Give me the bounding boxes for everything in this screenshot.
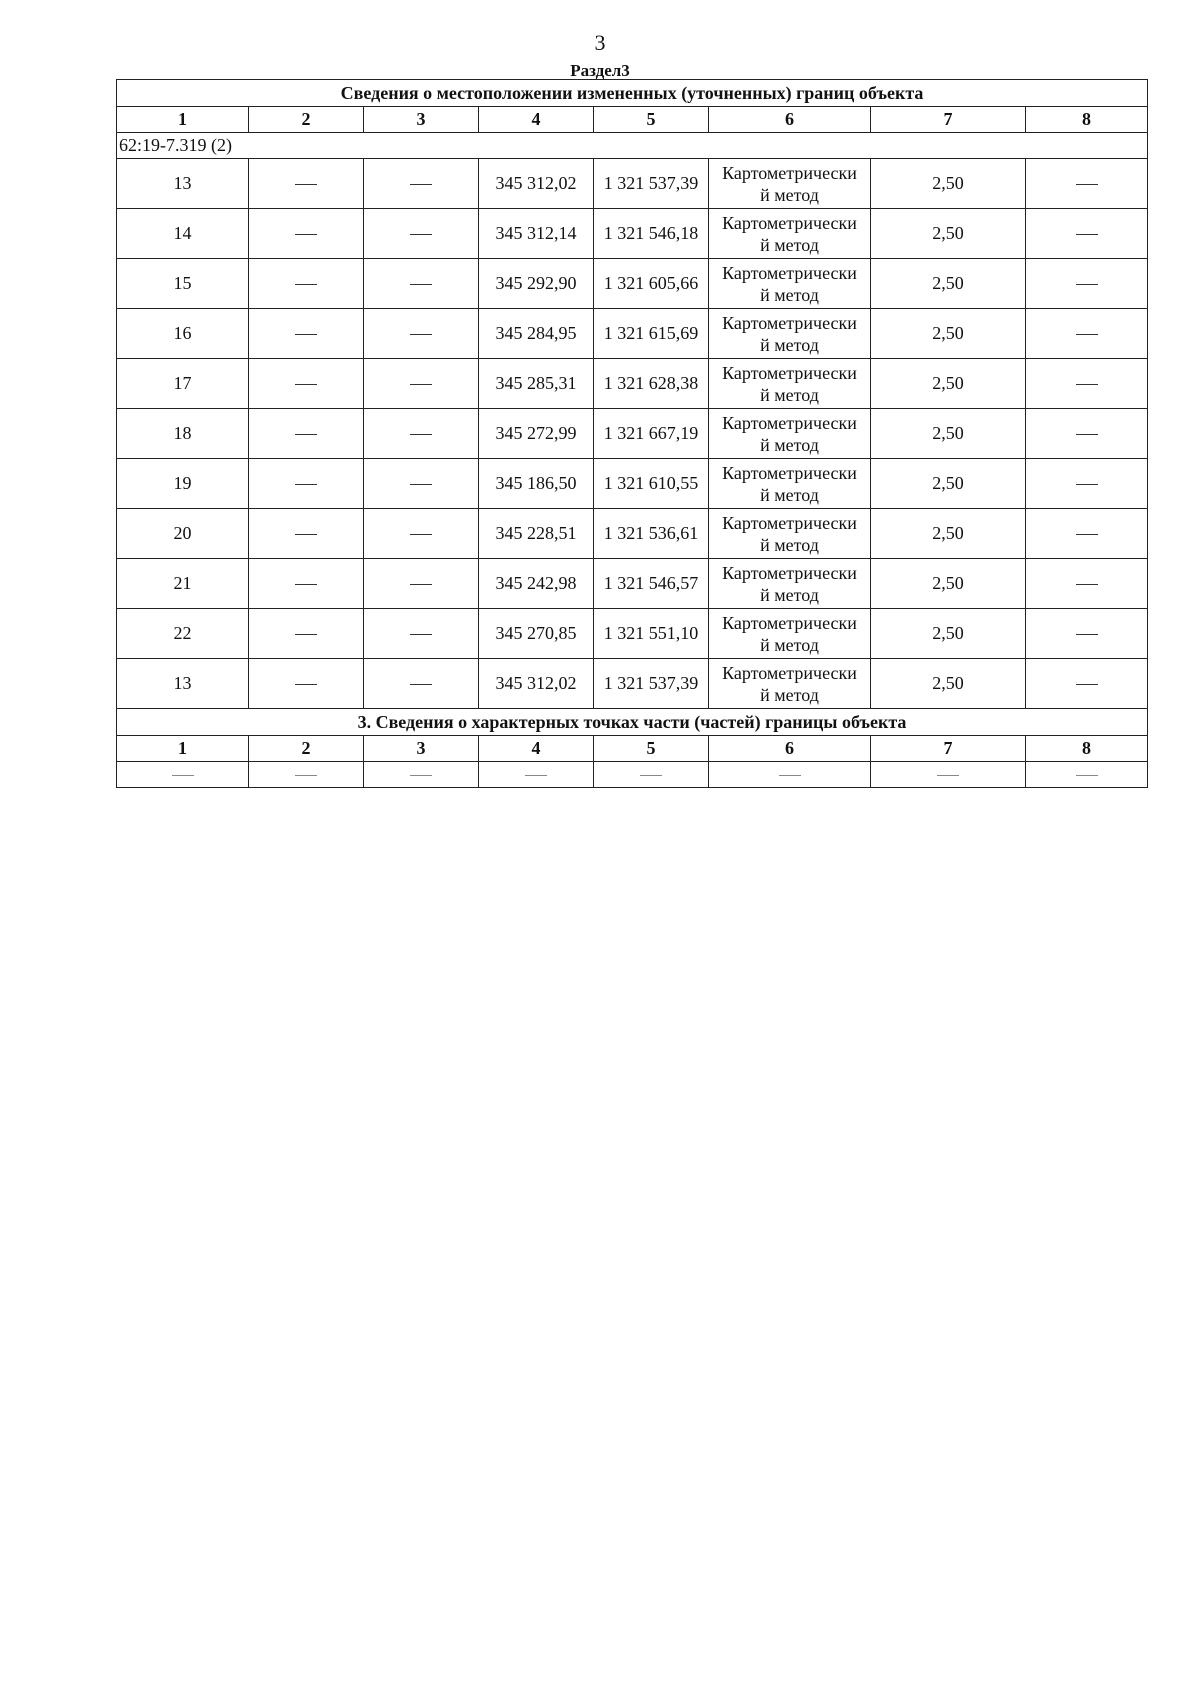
point-row: [117, 409, 1148, 459]
column-number: 3: [364, 107, 479, 133]
point-number: 21: [117, 559, 249, 609]
column-number: 7: [871, 107, 1026, 133]
column-number: 1: [117, 736, 249, 762]
col-2-empty: [249, 159, 364, 209]
empty-cell: [1026, 762, 1148, 788]
method-cell: [709, 159, 871, 209]
dash-mark: [410, 384, 432, 385]
point-number: 18: [117, 409, 249, 459]
col-8-empty: [1026, 359, 1148, 409]
column-number-row: [117, 107, 1148, 133]
col-2-empty: [249, 409, 364, 459]
dash-mark: [640, 775, 662, 776]
col-3-empty: [364, 259, 479, 309]
col-2-empty: [249, 359, 364, 409]
method-line-1: Картометрически: [722, 512, 857, 533]
method-line-2: й метод: [760, 184, 819, 205]
method-line-1: Картометрически: [722, 412, 857, 433]
dash-mark: [410, 684, 432, 685]
col-8-empty: [1026, 659, 1148, 709]
method-line-2: й метод: [760, 284, 819, 305]
boundary-table: [116, 79, 1148, 788]
column-number: 5: [594, 736, 709, 762]
dash-mark: [1076, 775, 1098, 776]
method-line-1: Картометрически: [722, 312, 857, 333]
dash-mark: [1076, 284, 1098, 285]
method-line-2: й метод: [760, 634, 819, 655]
col-8-empty: [1026, 259, 1148, 309]
method-line-2: й метод: [760, 534, 819, 555]
method-line-2: й метод: [760, 584, 819, 605]
col-8-empty: [1026, 409, 1148, 459]
dash-mark: [295, 434, 317, 435]
dash-mark: [295, 184, 317, 185]
col-2-empty: [249, 609, 364, 659]
column-number: 6: [709, 107, 871, 133]
col-2-empty: [249, 259, 364, 309]
col-2-empty: [249, 659, 364, 709]
coordinate-y: 1 321 628,38: [594, 359, 709, 409]
column-number: 4: [479, 736, 594, 762]
column-number: 2: [249, 107, 364, 133]
col-3-empty: [364, 459, 479, 509]
dash-mark: [525, 775, 547, 776]
method-line-1: Картометрически: [722, 262, 857, 283]
col-3-empty: [364, 609, 479, 659]
dash-mark: [295, 775, 317, 776]
point-row: [117, 159, 1148, 209]
table2-empty-row: [117, 762, 1148, 788]
col-8-empty: [1026, 509, 1148, 559]
accuracy: 2,50: [871, 409, 1026, 459]
accuracy: 2,50: [871, 609, 1026, 659]
method-line-1: Картометрически: [722, 212, 857, 233]
column-number: 8: [1026, 736, 1148, 762]
empty-cell: [249, 762, 364, 788]
table2-column-number-row: [117, 736, 1148, 762]
dash-mark: [410, 284, 432, 285]
accuracy: 2,50: [871, 359, 1026, 409]
accuracy: 2,50: [871, 659, 1026, 709]
method-cell: [709, 509, 871, 559]
point-number: 13: [117, 659, 249, 709]
col-3-empty: [364, 559, 479, 609]
col-3-empty: [364, 409, 479, 459]
point-row: [117, 659, 1148, 709]
accuracy: 2,50: [871, 309, 1026, 359]
method-cell: [709, 259, 871, 309]
dash-mark: [295, 484, 317, 485]
coordinate-y: 1 321 537,39: [594, 659, 709, 709]
column-number: 8: [1026, 107, 1148, 133]
col-8-empty: [1026, 309, 1148, 359]
point-number: 22: [117, 609, 249, 659]
dash-mark: [1076, 584, 1098, 585]
empty-cell: [709, 762, 871, 788]
method-line-2: й метод: [760, 484, 819, 505]
col-3-empty: [364, 309, 479, 359]
point-row: [117, 209, 1148, 259]
point-row: [117, 609, 1148, 659]
dash-mark: [172, 775, 194, 776]
column-number: 3: [364, 736, 479, 762]
col-2-empty: [249, 509, 364, 559]
column-number: 1: [117, 107, 249, 133]
column-number: 6: [709, 736, 871, 762]
coordinate-y: 1 321 605,66: [594, 259, 709, 309]
method-line-1: Картометрически: [722, 362, 857, 383]
dash-mark: [295, 634, 317, 635]
accuracy: 2,50: [871, 259, 1026, 309]
method-cell: [709, 609, 871, 659]
accuracy: 2,50: [871, 459, 1026, 509]
col-8-empty: [1026, 159, 1148, 209]
dash-mark: [295, 684, 317, 685]
dash-mark: [410, 534, 432, 535]
point-number: 16: [117, 309, 249, 359]
col-8-empty: [1026, 559, 1148, 609]
method-line-1: Картометрически: [722, 462, 857, 483]
dash-mark: [1076, 534, 1098, 535]
col-8-empty: [1026, 209, 1148, 259]
col-2-empty: [249, 459, 364, 509]
col-2-empty: [249, 309, 364, 359]
parcel-id-row: [117, 133, 1148, 159]
coordinate-y: 1 321 615,69: [594, 309, 709, 359]
dash-mark: [410, 775, 432, 776]
col-3-empty: [364, 509, 479, 559]
empty-cell: [594, 762, 709, 788]
method-line-1: Картометрически: [722, 662, 857, 683]
dash-mark: [1076, 384, 1098, 385]
dash-mark: [295, 284, 317, 285]
col-8-empty: [1026, 459, 1148, 509]
accuracy: 2,50: [871, 509, 1026, 559]
coordinate-x: 345 312,02: [479, 159, 594, 209]
dash-mark: [410, 234, 432, 235]
coordinate-y: 1 321 551,10: [594, 609, 709, 659]
parcel-id: 62:19-7.319 (2): [117, 133, 1148, 159]
coordinate-x: 345 242,98: [479, 559, 594, 609]
col-3-empty: [364, 209, 479, 259]
point-row: [117, 459, 1148, 509]
coordinate-x: 345 292,90: [479, 259, 594, 309]
point-row: [117, 309, 1148, 359]
method-cell: [709, 309, 871, 359]
coordinate-x: 345 312,02: [479, 659, 594, 709]
column-number: 5: [594, 107, 709, 133]
point-row: [117, 509, 1148, 559]
col-2-empty: [249, 559, 364, 609]
coordinate-x: 345 284,95: [479, 309, 594, 359]
dash-mark: [410, 434, 432, 435]
point-number: 20: [117, 509, 249, 559]
coordinate-x: 345 228,51: [479, 509, 594, 559]
method-line-2: й метод: [760, 434, 819, 455]
accuracy: 2,50: [871, 159, 1026, 209]
dash-mark: [295, 534, 317, 535]
method-line-1: Картометрически: [722, 562, 857, 583]
method-line-2: й метод: [760, 234, 819, 255]
col-8-empty: [1026, 609, 1148, 659]
method-cell: [709, 459, 871, 509]
column-number: 4: [479, 107, 594, 133]
dash-mark: [295, 234, 317, 235]
dash-mark: [295, 384, 317, 385]
table2-caption: [117, 709, 1148, 736]
coordinate-x: 345 272,99: [479, 409, 594, 459]
point-row: [117, 559, 1148, 609]
dash-mark: [779, 775, 801, 776]
coordinate-y: 1 321 667,19: [594, 409, 709, 459]
dash-mark: [1076, 234, 1098, 235]
method-line-1: Картометрически: [722, 612, 857, 633]
empty-cell: [479, 762, 594, 788]
coordinate-x: 345 270,85: [479, 609, 594, 659]
dash-mark: [410, 584, 432, 585]
method-cell: [709, 359, 871, 409]
column-number: 2: [249, 736, 364, 762]
table-body: [117, 80, 1148, 788]
col-3-empty: [364, 359, 479, 409]
point-number: 13: [117, 159, 249, 209]
page-number: 3: [594, 30, 606, 55]
dash-mark: [410, 634, 432, 635]
method-cell: [709, 559, 871, 609]
dash-mark: [410, 184, 432, 185]
method-line-1: Картометрически: [722, 162, 857, 183]
coordinate-y: 1 321 610,55: [594, 459, 709, 509]
method-cell: [709, 409, 871, 459]
accuracy: 2,50: [871, 209, 1026, 259]
col-2-empty: [249, 209, 364, 259]
method-cell: [709, 209, 871, 259]
table-caption-cell: Сведения о местоположении измененных (уточненных) границ объекта: [117, 80, 1148, 107]
dash-mark: [1076, 634, 1098, 635]
method-line-2: й метод: [760, 684, 819, 705]
dash-mark: [410, 484, 432, 485]
coordinate-y: 1 321 537,39: [594, 159, 709, 209]
coordinate-y: 1 321 536,61: [594, 509, 709, 559]
column-number: 7: [871, 736, 1026, 762]
table-caption: [117, 80, 1148, 107]
accuracy: 2,50: [871, 559, 1026, 609]
table2-caption-cell: 3. Сведения о характерных точках части (частей) границы объекта: [117, 709, 1148, 736]
method-line-2: й метод: [760, 334, 819, 355]
coordinate-y: 1 321 546,18: [594, 209, 709, 259]
col-3-empty: [364, 659, 479, 709]
dash-mark: [1076, 184, 1098, 185]
empty-cell: [871, 762, 1026, 788]
dash-mark: [1076, 684, 1098, 685]
dash-mark: [295, 584, 317, 585]
method-cell: [709, 659, 871, 709]
method-line-2: й метод: [760, 384, 819, 405]
coordinate-x: 345 312,14: [479, 209, 594, 259]
point-number: 14: [117, 209, 249, 259]
dash-mark: [1076, 484, 1098, 485]
point-row: [117, 359, 1148, 409]
coordinate-x: 345 186,50: [479, 459, 594, 509]
empty-cell: [364, 762, 479, 788]
point-number: 15: [117, 259, 249, 309]
coordinate-x: 345 285,31: [479, 359, 594, 409]
point-number: 19: [117, 459, 249, 509]
point-number: 17: [117, 359, 249, 409]
col-3-empty: [364, 159, 479, 209]
section-title: Раздел3: [570, 61, 630, 80]
dash-mark: [1076, 334, 1098, 335]
point-row: [117, 259, 1148, 309]
dash-mark: [410, 334, 432, 335]
dash-mark: [295, 334, 317, 335]
dash-mark: [937, 775, 959, 776]
coordinate-y: 1 321 546,57: [594, 559, 709, 609]
empty-cell: [117, 762, 249, 788]
dash-mark: [1076, 434, 1098, 435]
